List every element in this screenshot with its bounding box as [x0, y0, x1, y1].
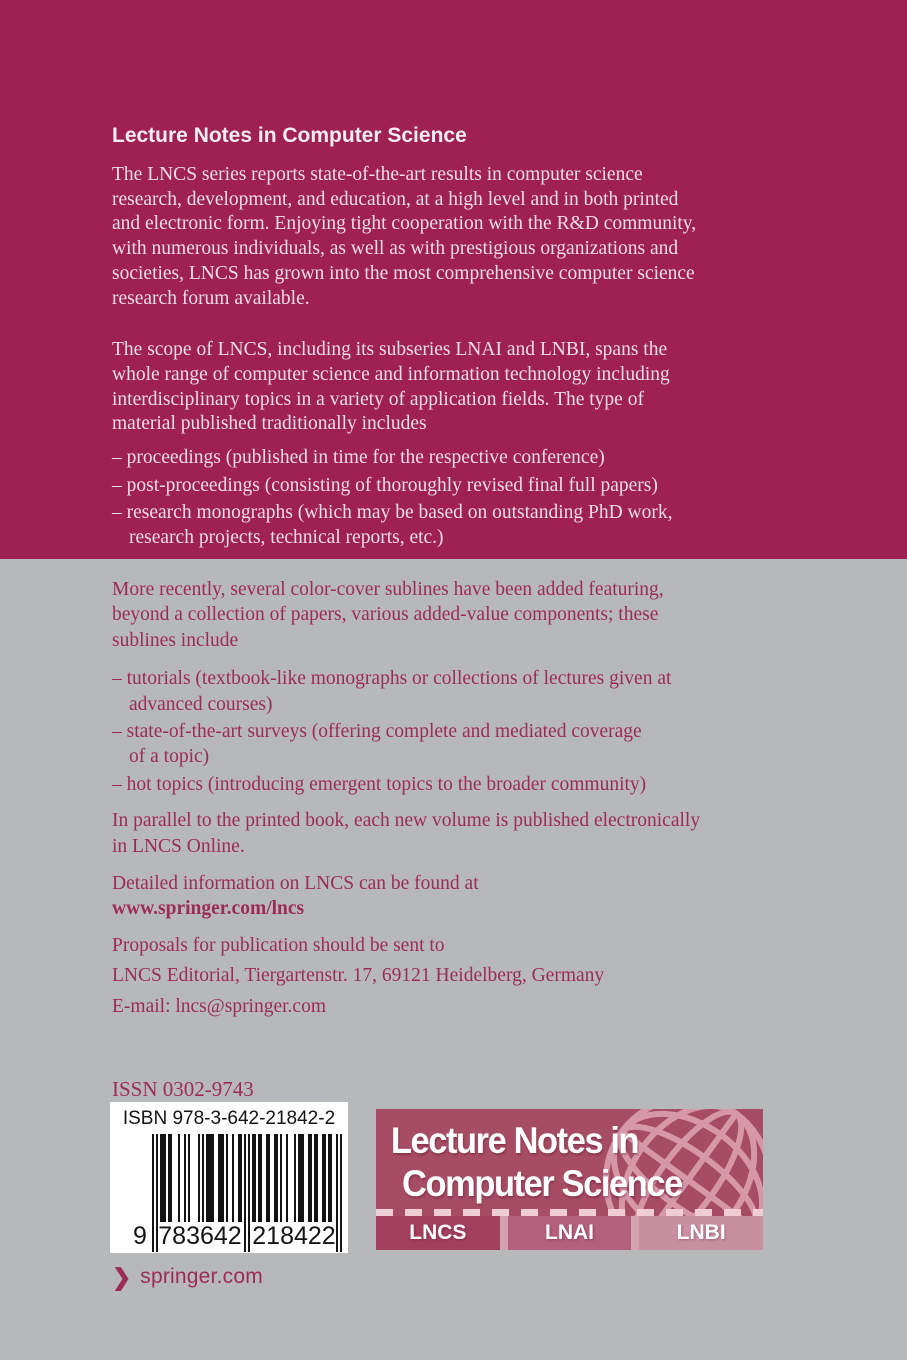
- bullet-line: – hot topics (introducing emergent topics to the broader community): [112, 773, 647, 795]
- bullet-item: [112, 666, 892, 717]
- paragraph-line: interdisciplinary topics in a variety of application fields. The type of: [112, 388, 644, 410]
- logo-title: [376, 1109, 736, 1205]
- bullet-line: of a topic): [129, 746, 210, 768]
- isbn-label: ISBN 978-3-642-21842-2: [122, 1108, 336, 1129]
- paragraph-line: More recently, several color-cover sublines have been added featuring,: [112, 579, 664, 600]
- logo-subseries-tabs: [376, 1216, 763, 1250]
- barcode-digit-group: 218422: [252, 1222, 336, 1250]
- editorial-address: LNCS Editorial, Tiergartenstr. 17, 69121 Heidelberg, Germany: [112, 965, 605, 987]
- paragraph-line: sublines include: [112, 629, 239, 651]
- bullet-line: – tutorials (textbook-like monographs or collections of lectures given at: [112, 668, 672, 690]
- bullet-line: research projects, technical reports, etc.): [129, 527, 444, 549]
- paragraph-line: whole range of computer science and information technology including: [112, 363, 670, 385]
- email-line: E-mail: lncs@springer.com: [112, 995, 326, 1017]
- paragraph-line: Detailed information on LNCS can be found at: [112, 873, 479, 895]
- springer-footer: [112, 1263, 263, 1291]
- paragraph-line: research forum available.: [112, 287, 310, 309]
- logo-dashed-divider: [376, 1209, 763, 1216]
- intro-paragraph: [112, 163, 892, 311]
- springer-brand: springer.com: [140, 1265, 263, 1288]
- barcode-digit-group: 783642: [158, 1222, 242, 1250]
- gray-band-text: [112, 577, 892, 1101]
- scope-paragraph: [112, 338, 892, 437]
- paragraph-line: material published traditionally includes: [112, 413, 427, 435]
- springer-lncs-url: www.springer.com/lncs: [112, 898, 305, 920]
- issn-text: ISSN 0302-9743: [112, 1077, 254, 1102]
- bullet-line: advanced courses): [129, 693, 273, 715]
- paragraph-line: societies, LNCS has grown into the most comprehensive computer science: [112, 262, 695, 284]
- bullet-item: [112, 501, 892, 550]
- sublines-bullet-list: [112, 666, 892, 797]
- bullet-item: [112, 474, 892, 499]
- bullet-line: – research monographs (which may be based on outstanding PhD work,: [112, 502, 673, 524]
- isbn-barcode: [110, 1102, 348, 1253]
- info-paragraph: [112, 871, 892, 922]
- bullet-line: – post-proceedings (consisting of thoroughly revised final full papers): [112, 474, 658, 496]
- logo-title-line: Lecture Notes in: [390, 1120, 639, 1161]
- paragraph-line: The LNCS series reports state-of-the-art results in computer science: [112, 164, 643, 185]
- series-heading: Lecture Notes in Computer Science: [112, 124, 467, 147]
- sublines-paragraph: [112, 577, 892, 653]
- bullet-line: – state-of-the-art surveys (offering complete and mediated coverage: [112, 721, 642, 743]
- lncs-series-logo: [376, 1109, 763, 1250]
- paragraph-line: and electronic form. Enjoying tight cooperation with the R&D community,: [112, 213, 697, 235]
- logo-title-line: Computer Science: [402, 1163, 682, 1204]
- chevron-icon: ❯: [112, 1264, 132, 1290]
- paragraph-line: research, development, and education, at a high level and in both printed: [112, 188, 679, 210]
- barcode-digit-group: 9: [133, 1222, 147, 1250]
- bullet-item: [112, 719, 892, 770]
- parallel-paragraph: [112, 808, 892, 859]
- material-bullet-list: [112, 446, 892, 551]
- paragraph-line: beyond a collection of papers, various added-value components; these: [112, 604, 659, 626]
- tab-lncs: LNCS: [376, 1216, 500, 1250]
- paragraph-line: In parallel to the printed book, each new volume is published electronically: [112, 810, 701, 832]
- top-crimson-band: [0, 0, 907, 559]
- bullet-item: [112, 446, 892, 471]
- paragraph-line: in LNCS Online.: [112, 835, 245, 857]
- tab-lnbi: LNBI: [639, 1216, 763, 1250]
- tab-lnai: LNAI: [508, 1216, 632, 1250]
- bullet-item: [112, 772, 892, 797]
- paragraph-line: The scope of LNCS, including its subseries LNAI and LNBI, spans the: [112, 339, 668, 361]
- proposals-line: Proposals for publication should be sent to: [112, 934, 445, 956]
- bullet-line: – proceedings (published in time for the respective conference): [112, 447, 605, 469]
- top-band-text: [112, 124, 892, 554]
- paragraph-line: with numerous individuals, as well as with prestigious organizations and: [112, 238, 679, 260]
